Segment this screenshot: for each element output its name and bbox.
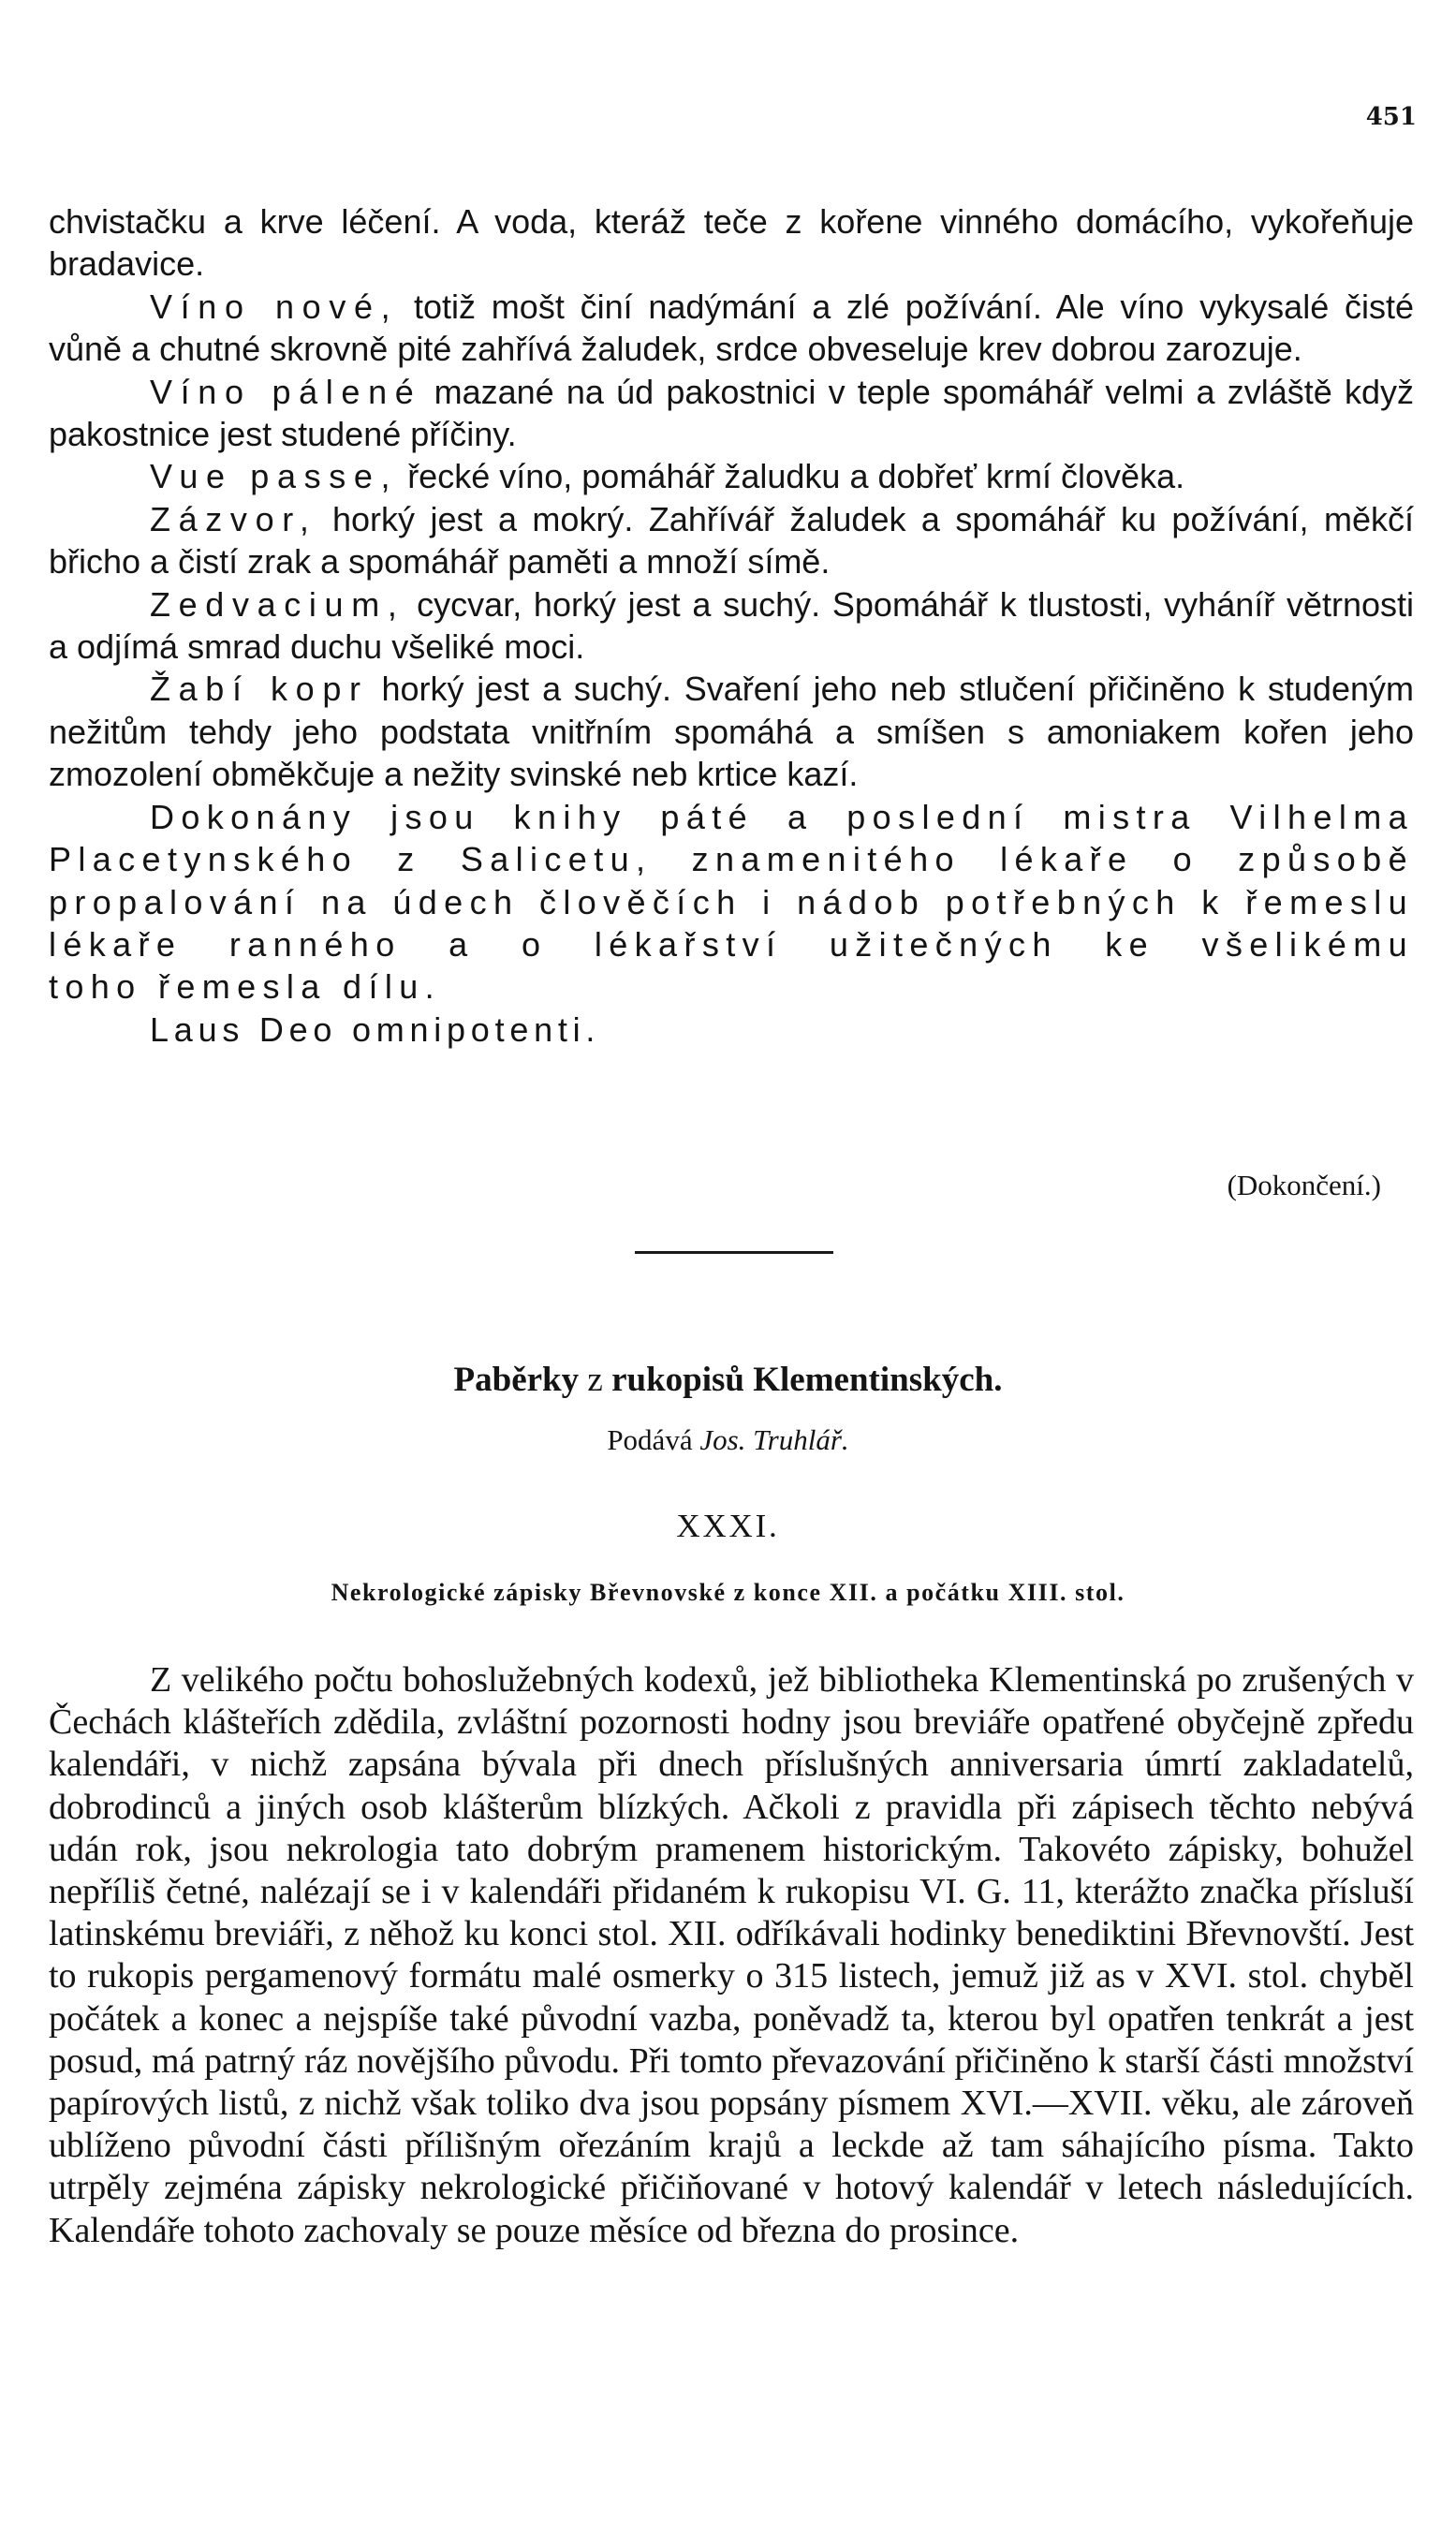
term-zedvacium: Zedvacium, <box>150 584 405 624</box>
paragraph-vino-palene <box>49 371 1414 456</box>
paragraph-vino-nove <box>49 286 1414 371</box>
paragraph-text: mazané na úd pakostnici v teple spomáhář velmi a zvláště když pakostnice jest studené příčiny. <box>49 372 1414 454</box>
laus-deo-line: Laus Deo omnipotenti. <box>150 1009 601 1049</box>
term-vino-palene: Víno pálené <box>150 372 422 411</box>
term-vue-passe: Vue passe, <box>150 457 399 496</box>
title-part-3: rukopisů Klementinských. <box>611 1361 1003 1399</box>
paragraph-text: horký jest a suchý. Svaření jeho neb stlučení přičiněno k studeným nežitům tehdy jeho podstata vnitřním spomáhá a smíšen s amoniakem kořen jeho zmozolení obměkčuje a nežity svinské neb krtice kazí. <box>49 670 1414 794</box>
closing-colophon <box>49 796 1414 1009</box>
paragraph-text: cycvar, horký jest a suchý. Spomáhář k tlustosti, vyháníř větrnosti a odjímá smrad duchu všeliké moci. <box>49 584 1414 667</box>
paragraph-zabi-kopr <box>49 668 1414 795</box>
article-body <box>49 1659 1414 2252</box>
byline <box>0 1423 1456 1457</box>
concluded-note: (Dokončení.) <box>1227 1169 1381 1201</box>
paragraph-text: řecké víno, pomáhář žaludku a dobřeť krmí člověka. <box>398 457 1185 496</box>
title-part-1: Paběrky <box>453 1361 580 1399</box>
section-subtitle: Nekrologické zápisky Břevnovské z konce XII. a počátku XIII. stol. <box>331 1579 1125 1606</box>
herbal-text-section <box>49 200 1414 1051</box>
paragraph-vue-passe <box>49 455 1414 497</box>
paragraph-zedvacium <box>49 583 1414 669</box>
colophon-text: Dokonány jsou knihy páté a poslední mistra Vilhelma Placetynského z Salicetu, znamenitého lékaře o způsobě propalování na údech člověčích i nádob potřebných k řemeslu lékaře ranného a o lékařství užitečných ke všelikému <box>49 797 1414 964</box>
paragraph-zazvor <box>49 498 1414 583</box>
byline-prefix: Podává <box>607 1423 700 1456</box>
title-part-2: z <box>579 1361 612 1399</box>
paragraph-continuation: chvistačku a krve léčení. A voda, kteráž teče z kořene vinného domácího, vykořeňuje bradavice. <box>49 202 1414 284</box>
term-zabi-kopr: Žabí kopr <box>150 670 369 709</box>
paragraph-text: totiž mošt činí nadýmání a zlé požívání. Ale víno vykysalé čisté vůně a chutné skrovně pité zahřívá žaludek, srdce obveseluje krev dobrou zarozuje. <box>49 287 1414 369</box>
article-paragraph: Z velikého počtu bohoslužebných kodexů, jež bibliotheka Klementinská po zrušených v Čechách klášteřích zdědila, zvláštní pozornosti hodny jsou breviáře opatřené obyčejně zpředu kalendáři, v nichž zapsána bývala při dnech příslušných anniversaria úmrtí zakladatelů, dobrodinců a jiných osob klášterům blízkých. Ačkoli z pravidla při zápisech těchto nebývá udán rok, jsou nekrologia tato dobrým pramenem historickým. Takovéto zápisky, bohužel nepříliš četné, nalézají se i v kalendáři přidaném k rukopisu VI. G. 11, kterážto značka přísluší latinskému breviáři, z něhož ku konci stol. XII. odříkávali hodinky benediktini Břevnovští. Jest to rukopis pergamenový formátu malé osmerky o 315 listech, jemuž již as v XVI. stol. chyběl počátek a konec a nejspíše také původní vazba, poněvadž ta, kterou byl opatřen tenkrát a jest posud, má patrný ráz novějšího původu. Při tomto převazování přičiněno k starší části množství papírových listů, z nichž však toliko dva jsou popsány písmem XVI.—XVII. věku, ale zároveň ublíženo původní části přílišným ořezáním krajů a leckde až tam sáhajícího písma. Takto utrpěly zejména zápisky nekrologické přičiňované v hotový kalendář v letech následujících. Kalendáře tohoto zachovaly se pouze měsíce od března do prosince. <box>49 1660 1414 2250</box>
section-numeral: XXXI. <box>676 1508 780 1544</box>
byline-author: Jos. Truhlář. <box>699 1423 849 1456</box>
term-zazvor: Zázvor, <box>150 499 317 538</box>
page-number: 451 <box>1365 103 1417 131</box>
colophon-last-line: toho řemesla dílu. <box>49 967 441 1007</box>
term-vino-nove: Víno nové, <box>150 287 399 326</box>
paragraph-text: horký jest a mokrý. Zahřívář žaludek a spomáhář ku požívání, měkčí břicho a čistí zrak a spomáhář paměti a množí símě. <box>49 499 1414 582</box>
article-title <box>0 1360 1456 1400</box>
section-divider <box>635 1251 833 1254</box>
